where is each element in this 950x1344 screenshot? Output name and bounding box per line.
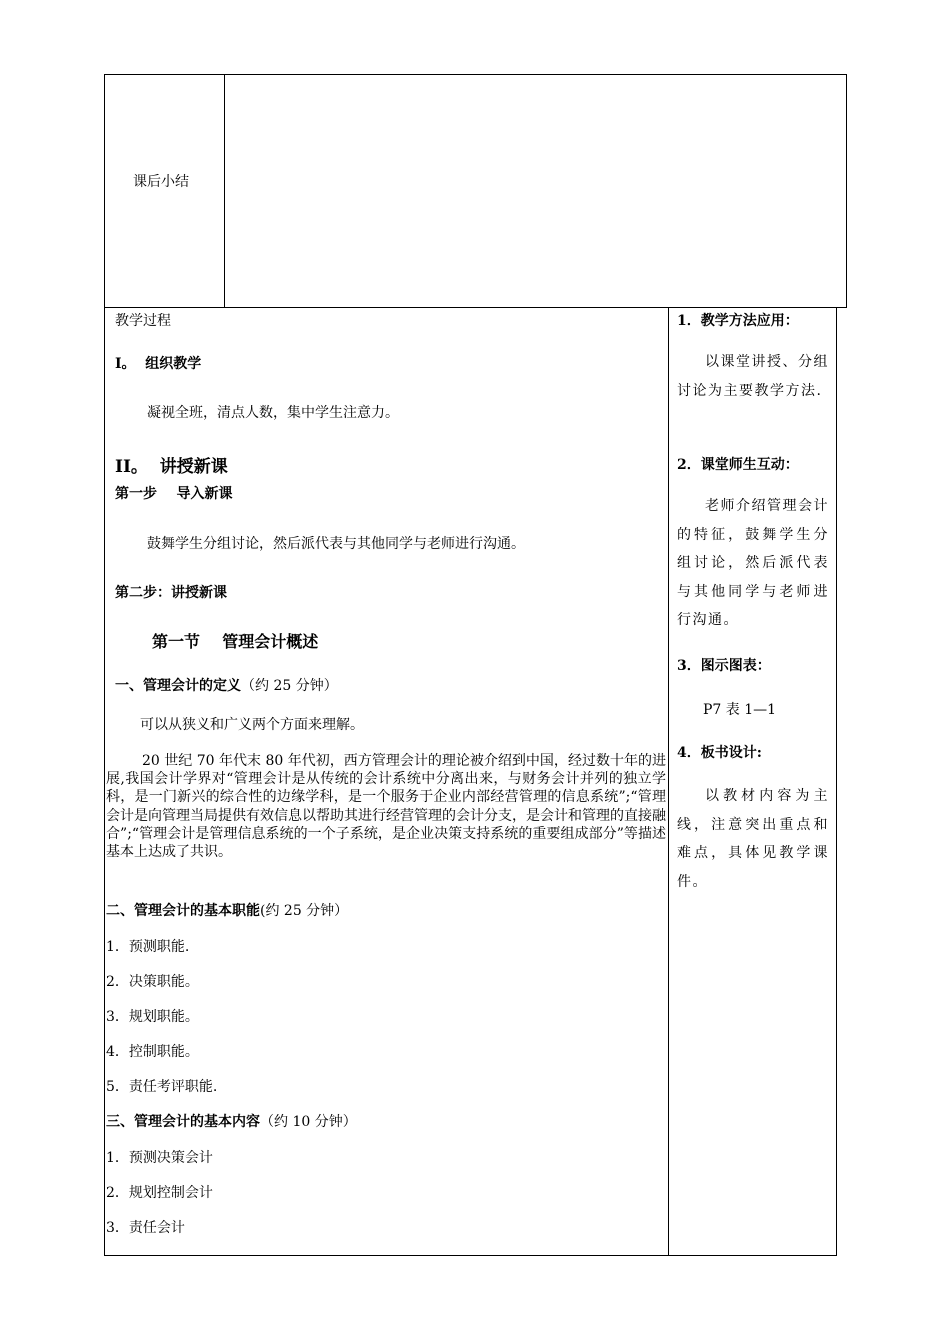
definition-time: （约 25 分钟） (241, 678, 338, 694)
step-2-title: 第二步：讲授新课 (115, 585, 227, 601)
summary-divider (224, 74, 225, 308)
method-title: 1．教学方法应用： (677, 313, 799, 329)
summary-content-cell (226, 76, 844, 306)
diagram-title: 3．图示图表： (677, 658, 771, 674)
section-heading: 第一节 管理会计概述 (152, 632, 319, 651)
function-item: 5．责任考评职能. (106, 1079, 218, 1095)
board-title: 4．板书设计: (677, 745, 762, 761)
step-1-text: 鼓舞学生分组讨论，然后派代表与其他同学与老师进行沟通。 (147, 536, 525, 552)
section-2-title: II。 讲授新课 (115, 457, 228, 477)
definition-heading (115, 677, 338, 695)
summary-label: 课后小结 (133, 174, 189, 190)
functions-title: 二、管理会计的基本职能 (106, 903, 260, 919)
contents-title: 三、管理会计的基本内容 (106, 1114, 260, 1130)
interaction-title: 2．课堂师生互动： (677, 457, 799, 473)
section-1-title: I。 组织教学 (115, 356, 202, 372)
content-item: 2．规划控制会计 (106, 1185, 213, 1201)
definition-title: 一、管理会计的定义 (115, 678, 241, 694)
method-text: 以课堂讲授、分组讨论为主要教学方法. (677, 354, 829, 399)
definition-text-1: 可以从狭义和广义两个方面来理解。 (140, 717, 364, 733)
board-text: 以教材内容为主线，注意突出重点和难点，具体见教学课件。 (677, 788, 829, 890)
function-item: 1．预测职能. (106, 939, 190, 955)
function-item: 4．控制职能。 (106, 1044, 199, 1060)
step-1-title: 第一步 导入新课 (115, 486, 233, 502)
diagram-text: P7 表 1—1 (703, 702, 777, 718)
process-divider (668, 307, 669, 1256)
section-1-text: 凝视全班，清点人数，集中学生注意力。 (147, 405, 399, 421)
process-heading: 教学过程 (115, 313, 171, 329)
function-item: 3．规划职能。 (106, 1009, 199, 1025)
content-item: 3．责任会计 (106, 1220, 185, 1236)
definition-text-2: 20 世纪 70 年代末 80 年代初，西方管理会计的理论被介绍到中国，经过数十年的进展,我国会计学界对“管理会计是从传统的会计系统中分离出来，与财务会计并列的独立学科，是一门新兴的综合性的边缘学科，是一个服务于企业内部经营管理的信息系统”;“管理会计是向管理当局提供有效信息以帮助其进行经营管理的会计分支，是会计和管理的直接融合”;“管理会计是管理信息系统的一个子系统，是企业决策支持系统的重要组成部分”等描述基本上达成了共识。 (106, 753, 666, 861)
functions-heading (106, 902, 348, 920)
contents-time: （约 10 分钟） (260, 1114, 357, 1130)
function-item: 2．决策职能。 (106, 974, 199, 990)
interaction-text: 老师介绍管理会计的特征，鼓舞学生分组讨论，然后派代表与其他同学与老师进行沟通。 (677, 498, 829, 628)
functions-time: (约 25 分钟） (260, 903, 349, 919)
content-item: 1．预测决策会计 (106, 1150, 213, 1166)
contents-heading (106, 1113, 357, 1131)
